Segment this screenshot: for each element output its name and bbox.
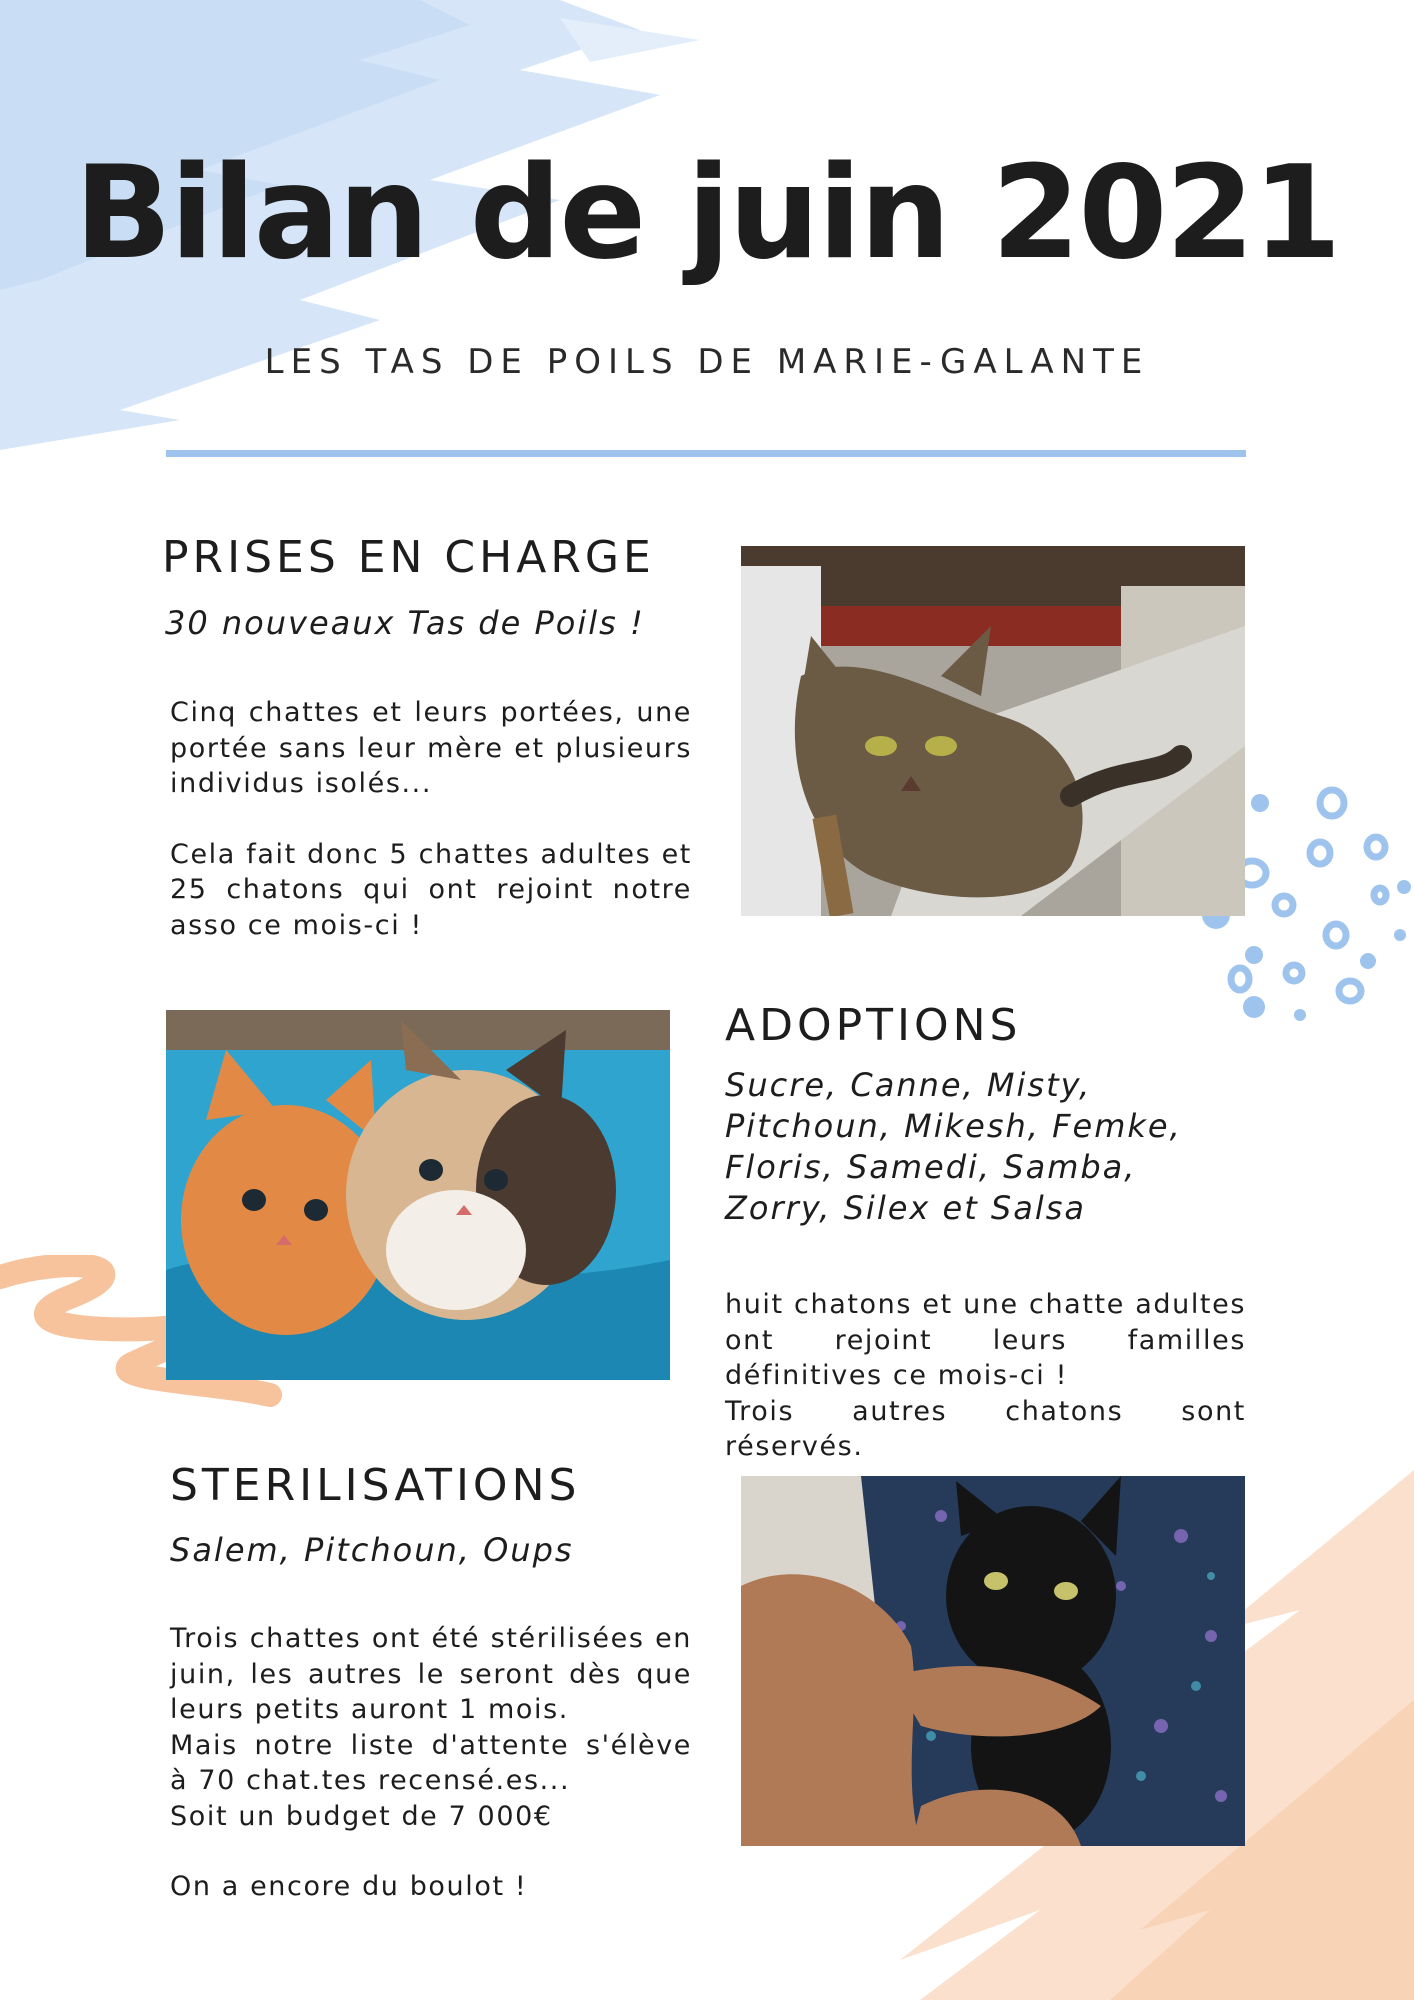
sterilisations-paragraph: Soit un budget de 7 000€ (170, 1800, 553, 1832)
page-subtitle: LES TAS DE POILS DE MARIE-GALANTE (264, 342, 1150, 382)
adoptions-body (725, 1287, 1246, 1465)
tabby-cat-photo (741, 546, 1245, 916)
prises-lead: 30 nouveaux Tas de Poils ! (165, 604, 645, 642)
prises-body (170, 695, 692, 943)
sterilisations-names: Salem, Pitchoun, Oups (170, 1531, 574, 1569)
sterilisations-body (170, 1621, 692, 1905)
prises-paragraph: Cinq chattes et leurs portées, une portée sans leur mère et plusieurs individus isolés... (170, 697, 692, 799)
page-title: Bilan de juin 2021 (74, 139, 1340, 288)
adoptions-paragraph: Trois autres chatons sont réservés. (725, 1395, 1246, 1462)
black-kitten-photo (741, 1476, 1245, 1846)
sterilisations-paragraph: Mais notre liste d'attente s'élève à 70 chat.tes recensé.es... (170, 1729, 692, 1796)
prises-heading: PRISES EN CHARGE (162, 532, 655, 583)
adoptions-names: Sucre, Canne, Misty, Pitchoun, Mikesh, Femke, Floris, Samedi, Samba, Zorry, Silex et Salsa (725, 1066, 1182, 1227)
sterilisations-heading: STERILISATIONS (170, 1460, 581, 1511)
adoptions-paragraph: huit chatons et une chatte adultes ont rejoint leurs familles définitives ce mois-ci ! (725, 1289, 1246, 1391)
title-divider (166, 450, 1246, 457)
sterilisations-paragraph: Trois chattes ont été stérilisées en juin, les autres le seront dès que leurs petits auront 1 mois. (170, 1623, 692, 1725)
prises-paragraph: Cela fait donc 5 chattes adultes et 25 chatons qui ont rejoint notre asso ce mois-ci ! (170, 838, 692, 941)
adoptions-heading: ADOPTIONS (725, 1000, 1022, 1051)
kittens-photo (166, 1010, 670, 1380)
sterilisations-paragraph: On a encore du boulot ! (170, 1871, 528, 1902)
